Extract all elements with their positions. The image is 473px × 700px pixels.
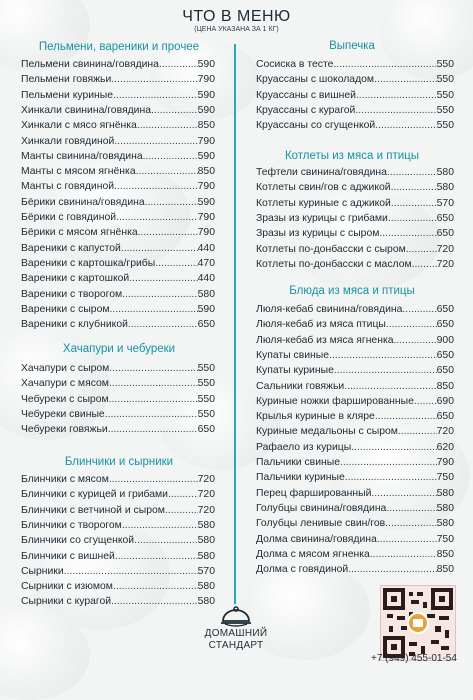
qr-code[interactable] bbox=[380, 585, 456, 661]
menu-item-price: 550 bbox=[436, 89, 454, 101]
dot-leader bbox=[345, 471, 437, 484]
menu-item-price: 550 bbox=[197, 408, 215, 420]
menu-item bbox=[21, 473, 215, 486]
menu-item-price: 440 bbox=[197, 273, 215, 285]
menu-item bbox=[256, 334, 454, 347]
dot-leader bbox=[168, 488, 198, 501]
dot-leader bbox=[348, 563, 436, 576]
dot-leader bbox=[391, 197, 437, 210]
dot-leader bbox=[108, 423, 198, 436]
menu-item-name: Люля-кебаб из мяса ягненка bbox=[256, 334, 394, 346]
dot-leader bbox=[387, 166, 437, 179]
menu-item-name: Вареники с сыром bbox=[21, 303, 110, 315]
menu-item bbox=[256, 517, 454, 530]
menu-item-name: Круассаны со сгущенкой bbox=[256, 120, 376, 132]
menu-item-name: Котлеты по-донбасски с маслом bbox=[256, 258, 412, 270]
menu-item-name: Бёрики свинина/говядина bbox=[21, 196, 145, 208]
menu-item bbox=[256, 425, 454, 438]
menu-item-name: Сальники говяжьи bbox=[256, 380, 345, 392]
dot-leader bbox=[391, 181, 437, 194]
dot-leader bbox=[329, 349, 437, 362]
dot-leader bbox=[386, 502, 436, 515]
menu-item-price: 580 bbox=[436, 487, 454, 499]
menu-item-price: 690 bbox=[436, 395, 454, 407]
menu-item-name: Хачапури с сыром bbox=[21, 363, 110, 374]
menu-item-name: Сырники bbox=[21, 565, 64, 577]
menu-item-name: Крылья куриные в кляре bbox=[256, 411, 375, 423]
menu-item bbox=[21, 303, 215, 316]
menu-item-name: Купаты свиные bbox=[256, 349, 330, 361]
dot-leader bbox=[138, 226, 198, 239]
dot-leader bbox=[412, 258, 437, 271]
menu-item-name: Манты с мясом ягнёнка bbox=[21, 166, 136, 178]
dot-leader bbox=[371, 487, 436, 500]
dot-leader bbox=[377, 533, 437, 546]
menu-item-price: 850 bbox=[436, 548, 454, 560]
menu-item-price: 580 bbox=[197, 519, 215, 531]
menu-item bbox=[21, 119, 215, 132]
menu-item bbox=[21, 196, 215, 209]
menu-item-price: 790 bbox=[197, 135, 215, 147]
menu-item-name: Бёрики с говядиной bbox=[21, 212, 117, 223]
menu-item bbox=[256, 502, 454, 515]
menu-item-price: 650 bbox=[436, 349, 454, 361]
dot-leader bbox=[114, 180, 198, 193]
dot-leader bbox=[115, 550, 198, 563]
section-title: Котлеты из мяса и птицы bbox=[284, 150, 420, 162]
menu-item bbox=[256, 441, 454, 454]
dot-leader bbox=[109, 377, 198, 390]
menu-item-price: 580 bbox=[197, 535, 215, 547]
dot-leader bbox=[165, 504, 198, 517]
menu-item bbox=[21, 377, 215, 390]
menu-item-price: 850 bbox=[197, 166, 215, 178]
dot-leader bbox=[137, 119, 198, 132]
menu-item-name: Купаты куриные bbox=[256, 365, 334, 377]
dot-leader bbox=[121, 242, 198, 255]
menu-item bbox=[21, 534, 215, 547]
menu-item bbox=[256, 364, 454, 377]
section-title: Блюда из мяса и птицы bbox=[289, 285, 415, 297]
menu-item-price: 590 bbox=[197, 89, 215, 101]
menu-item bbox=[256, 318, 454, 331]
menu-item bbox=[256, 380, 454, 393]
menu-item-name: Блинчики с курицей и грибами bbox=[21, 489, 168, 501]
menu-item bbox=[256, 119, 454, 132]
menu-item-name: Круассаны с курагой bbox=[256, 104, 356, 116]
menu-item bbox=[256, 487, 454, 500]
menu-item bbox=[21, 73, 215, 86]
menu-item-price: 580 bbox=[197, 596, 215, 608]
menu-item-name: Пельмени куриные bbox=[21, 89, 114, 101]
dot-leader bbox=[113, 89, 198, 102]
menu-item-price: 550 bbox=[197, 378, 215, 390]
menu-item bbox=[21, 135, 215, 148]
dot-leader bbox=[356, 89, 437, 102]
menu-item-price: 650 bbox=[436, 411, 454, 423]
menu-item-price: 550 bbox=[436, 120, 454, 132]
menu-item-price: 580 bbox=[436, 518, 454, 530]
menu-item-name: Чебуреки с сыром bbox=[21, 393, 109, 405]
menu-item bbox=[21, 408, 215, 421]
menu-item-price: 590 bbox=[197, 150, 215, 162]
menu-item-price: 790 bbox=[197, 212, 215, 223]
menu-item-name: Сырники с изюмом bbox=[21, 581, 113, 593]
menu-item-price: 750 bbox=[436, 472, 454, 484]
menu-item bbox=[21, 595, 215, 608]
menu-item-name: Люля-кебаб свинина/говядина bbox=[256, 304, 403, 315]
menu-item-name: Котлеты по-донбасски с сыром bbox=[256, 243, 406, 255]
menu-item-price: 790 bbox=[197, 74, 215, 86]
menu-item bbox=[21, 89, 215, 102]
menu-item bbox=[21, 519, 215, 532]
dot-leader bbox=[375, 119, 436, 132]
menu-item-name: Вареники с клубникой bbox=[21, 319, 128, 331]
menu-item-price: 900 bbox=[436, 334, 454, 346]
menu-item-price: 750 bbox=[436, 533, 454, 545]
cloche-icon bbox=[219, 604, 253, 628]
menu-item-price: 790 bbox=[197, 181, 215, 193]
menu-item bbox=[256, 58, 454, 71]
menu-item-price: 720 bbox=[197, 504, 215, 516]
brand-logo bbox=[196, 604, 276, 664]
dot-leader bbox=[128, 318, 198, 331]
menu-item-price: 720 bbox=[436, 426, 454, 438]
menu-item-price: 580 bbox=[197, 550, 215, 562]
menu-item-name: Круассаны с вишней bbox=[256, 89, 356, 101]
dot-leader bbox=[344, 380, 436, 393]
dot-leader bbox=[351, 441, 436, 454]
menu-item-name: Хачапури с мясом bbox=[21, 378, 109, 390]
menu-item-name: Блинчики с вишней bbox=[21, 550, 115, 562]
menu-item bbox=[256, 395, 454, 408]
dot-leader bbox=[155, 257, 197, 270]
menu-item-name: Долма с мясом ягненка bbox=[256, 548, 370, 560]
menu-item-name: Перец фаршированный bbox=[256, 487, 372, 499]
menu-item-price: 580 bbox=[436, 182, 454, 194]
menu-item-price: 650 bbox=[197, 319, 215, 331]
menu-item bbox=[256, 258, 454, 271]
menu-item-price: 590 bbox=[197, 104, 215, 116]
menu-item-name: Сырники с курагой bbox=[21, 596, 112, 608]
menu-item bbox=[256, 73, 454, 86]
menu-item-name: Котлеты свин/гов с аджикой bbox=[256, 182, 391, 194]
menu-item bbox=[256, 197, 454, 210]
menu-item-price: 850 bbox=[436, 380, 454, 392]
dot-leader bbox=[159, 58, 198, 71]
menu-item-name: Хинкали с мясо ягнёнка bbox=[21, 120, 137, 132]
menu-item-price: 590 bbox=[197, 303, 215, 315]
dot-leader bbox=[402, 303, 436, 316]
menu-item-price: 650 bbox=[436, 319, 454, 331]
dot-leader bbox=[151, 104, 198, 117]
menu-item-name: Долма с говядиной bbox=[256, 564, 349, 576]
menu-item bbox=[21, 362, 215, 375]
menu-item-name: Зразы из курицы с сыром bbox=[256, 228, 380, 240]
menu-item-name: Блинчики с мясом bbox=[21, 474, 109, 485]
menu-item-name: Манты свинина/говядина bbox=[21, 150, 143, 162]
menu-item-name: Хинкали говядиной bbox=[21, 135, 115, 147]
menu-item-price: 550 bbox=[197, 393, 215, 405]
section-title: Выпечка bbox=[329, 40, 375, 52]
menu-item-price: 570 bbox=[436, 197, 454, 209]
menu-item-name: Манты с говядиной bbox=[21, 181, 115, 193]
dot-leader bbox=[334, 364, 437, 377]
dot-leader bbox=[122, 288, 198, 301]
menu-item bbox=[21, 150, 215, 163]
menu-item-name: Котлеты куриные с аджикой bbox=[256, 197, 391, 209]
menu-item-price: 650 bbox=[197, 424, 215, 436]
menu-item-name: Тефтели свинина/говядина bbox=[256, 167, 387, 178]
price-note: (ЦЕНА УКАЗАНА ЗА 1 КГ) bbox=[194, 26, 279, 33]
menu-item bbox=[21, 393, 215, 406]
menu-item bbox=[21, 488, 215, 501]
menu-item bbox=[256, 563, 454, 576]
menu-item bbox=[21, 423, 215, 436]
page-title: ЧТО В МЕНЮ bbox=[182, 8, 291, 25]
menu-item bbox=[21, 226, 215, 239]
menu-item-name: Вареники с картошкой bbox=[21, 273, 130, 285]
menu-item-price: 550 bbox=[436, 59, 454, 70]
brand-name-line1: ДОМАШНИЙ bbox=[204, 628, 268, 639]
menu-item-price: 720 bbox=[436, 258, 454, 270]
menu-item-price: 790 bbox=[436, 457, 454, 468]
menu-item-name: Вареники с картошка/грибы bbox=[21, 257, 156, 269]
section-title: Блинчики и сырники bbox=[64, 456, 174, 468]
menu-item-price: 470 bbox=[197, 257, 215, 269]
dot-leader bbox=[122, 519, 198, 532]
dot-leader bbox=[414, 395, 437, 408]
menu-item-name: Пальчики куриные bbox=[256, 472, 345, 484]
menu-item-price: 580 bbox=[436, 502, 454, 514]
menu-item bbox=[21, 211, 215, 224]
dot-leader bbox=[386, 318, 437, 331]
dot-leader bbox=[374, 73, 437, 86]
menu-item bbox=[21, 242, 215, 255]
menu-item-name: Пельмени говяжьи bbox=[21, 74, 112, 86]
dot-leader bbox=[388, 212, 437, 225]
menu-item-name: Куриные медальоны с сыром bbox=[256, 426, 398, 438]
dot-leader bbox=[375, 410, 437, 423]
menu-item-price: 570 bbox=[197, 565, 215, 577]
dot-leader bbox=[105, 408, 198, 421]
menu-item bbox=[256, 410, 454, 423]
menu-item-price: 550 bbox=[436, 74, 454, 86]
menu-item-name: Круассаны с шоколадом bbox=[256, 74, 375, 86]
menu-item bbox=[21, 165, 215, 178]
menu-item-name: Блинчики с ветчиной и сыром bbox=[21, 504, 165, 516]
menu-item-price: 850 bbox=[197, 120, 215, 132]
menu-item-name: Пельмени свинина/говядина bbox=[21, 59, 159, 70]
contact-phone[interactable]: +7 (949) 455-01-54 bbox=[371, 653, 457, 664]
menu-item-price: 440 bbox=[197, 242, 215, 254]
dot-leader bbox=[333, 58, 436, 71]
menu-item-name: Бёрики с мясом ягнёнка bbox=[21, 227, 138, 239]
dot-leader bbox=[113, 580, 198, 593]
dot-leader bbox=[406, 243, 437, 256]
menu-item-name: Люля-кебаб из мяса птицы bbox=[256, 319, 386, 331]
menu-item bbox=[256, 181, 454, 194]
menu-item bbox=[256, 104, 454, 117]
menu-item-name: Чебуреки говяжьи bbox=[21, 424, 108, 436]
dot-leader bbox=[109, 473, 198, 486]
column-divider bbox=[234, 44, 236, 604]
menu-item-price: 580 bbox=[436, 167, 454, 178]
dot-leader bbox=[111, 595, 198, 608]
qr-pattern-icon bbox=[381, 586, 455, 660]
menu-item-name: Пальчики свиные bbox=[256, 457, 340, 468]
dot-leader bbox=[116, 211, 198, 224]
menu-item-name: Рафаело из курицы bbox=[256, 441, 352, 453]
menu-item bbox=[256, 471, 454, 484]
menu-item-name: Долма свинина/говядина bbox=[256, 533, 377, 545]
menu-item-price: 620 bbox=[436, 441, 454, 453]
dot-leader bbox=[114, 135, 197, 148]
dot-leader bbox=[398, 425, 437, 438]
menu-item-price: 720 bbox=[197, 474, 215, 485]
menu-item bbox=[21, 565, 215, 578]
dot-leader bbox=[109, 362, 197, 375]
dot-leader bbox=[385, 517, 436, 530]
dot-leader bbox=[394, 334, 437, 347]
menu-item-price: 590 bbox=[197, 59, 215, 70]
menu-item bbox=[256, 548, 454, 561]
dot-leader bbox=[111, 73, 197, 86]
menu-item bbox=[256, 303, 454, 316]
menu-item bbox=[21, 257, 215, 270]
menu-item-price: 650 bbox=[436, 212, 454, 224]
menu-item-price: 550 bbox=[197, 363, 215, 374]
menu-item-name: Блинчики с творогом bbox=[21, 519, 122, 531]
dot-leader bbox=[145, 196, 198, 209]
menu-item-name: Чебуреки свиные bbox=[21, 408, 105, 420]
menu-item-price: 720 bbox=[197, 489, 215, 501]
menu-item bbox=[21, 58, 215, 71]
menu-item-price: 790 bbox=[197, 227, 215, 239]
menu-item bbox=[21, 580, 215, 593]
menu-item bbox=[21, 550, 215, 563]
menu-item bbox=[21, 504, 215, 517]
menu-item-name: Вареники с творогом bbox=[21, 288, 123, 300]
dot-leader bbox=[109, 393, 198, 406]
menu-item-price: 720 bbox=[436, 243, 454, 255]
menu-item-name: Хинкали свинина/говядина bbox=[21, 104, 151, 116]
menu-item bbox=[256, 166, 454, 179]
menu-item-name: Голубцы ленивые свин/гов bbox=[256, 518, 386, 530]
menu-item-price: 580 bbox=[197, 581, 215, 593]
dot-leader bbox=[129, 272, 197, 285]
menu-item-price: 650 bbox=[436, 304, 454, 315]
section-title: Пельмени, вареники и прочее bbox=[38, 41, 200, 53]
menu-item bbox=[21, 180, 215, 193]
dot-leader bbox=[110, 303, 198, 316]
dot-leader bbox=[370, 548, 437, 561]
dot-leader bbox=[143, 150, 198, 163]
menu-item bbox=[256, 349, 454, 362]
menu-item bbox=[256, 243, 454, 256]
dot-leader bbox=[379, 227, 436, 240]
dot-leader bbox=[136, 165, 198, 178]
brand-name-line2: СТАНДАРТ bbox=[208, 640, 264, 651]
menu-item bbox=[21, 272, 215, 285]
menu-item bbox=[256, 533, 454, 546]
dot-leader bbox=[134, 534, 198, 547]
menu-item-name: Вареники с капустой bbox=[21, 242, 121, 254]
menu-item-price: 590 bbox=[197, 196, 215, 208]
dot-leader bbox=[355, 104, 436, 117]
menu-item-price: 650 bbox=[436, 228, 454, 240]
section-title: Хачапури и чебуреки bbox=[62, 343, 176, 355]
menu-item bbox=[256, 456, 454, 469]
dot-leader bbox=[340, 456, 437, 469]
menu-item bbox=[256, 227, 454, 240]
menu-item bbox=[21, 318, 215, 331]
menu-item-name: Куриные ножки фаршированные bbox=[256, 395, 414, 407]
menu-item bbox=[256, 212, 454, 225]
menu-item bbox=[21, 104, 215, 117]
dot-leader bbox=[64, 565, 198, 578]
menu-item-price: 650 bbox=[436, 365, 454, 377]
menu-item-name: Блинчики со сгущенкой bbox=[21, 535, 135, 547]
menu-item bbox=[256, 89, 454, 102]
menu-item-name: Зразы из курицы с грибами bbox=[256, 212, 388, 224]
menu-item-name: Сосиска в тесте bbox=[256, 59, 334, 70]
menu-item-price: 580 bbox=[197, 288, 215, 300]
menu-item-price: 550 bbox=[436, 104, 454, 116]
menu-item-price: 850 bbox=[436, 564, 454, 576]
menu-item-name: Голубцы свинина/говядина bbox=[256, 502, 387, 514]
menu-item bbox=[21, 288, 215, 301]
